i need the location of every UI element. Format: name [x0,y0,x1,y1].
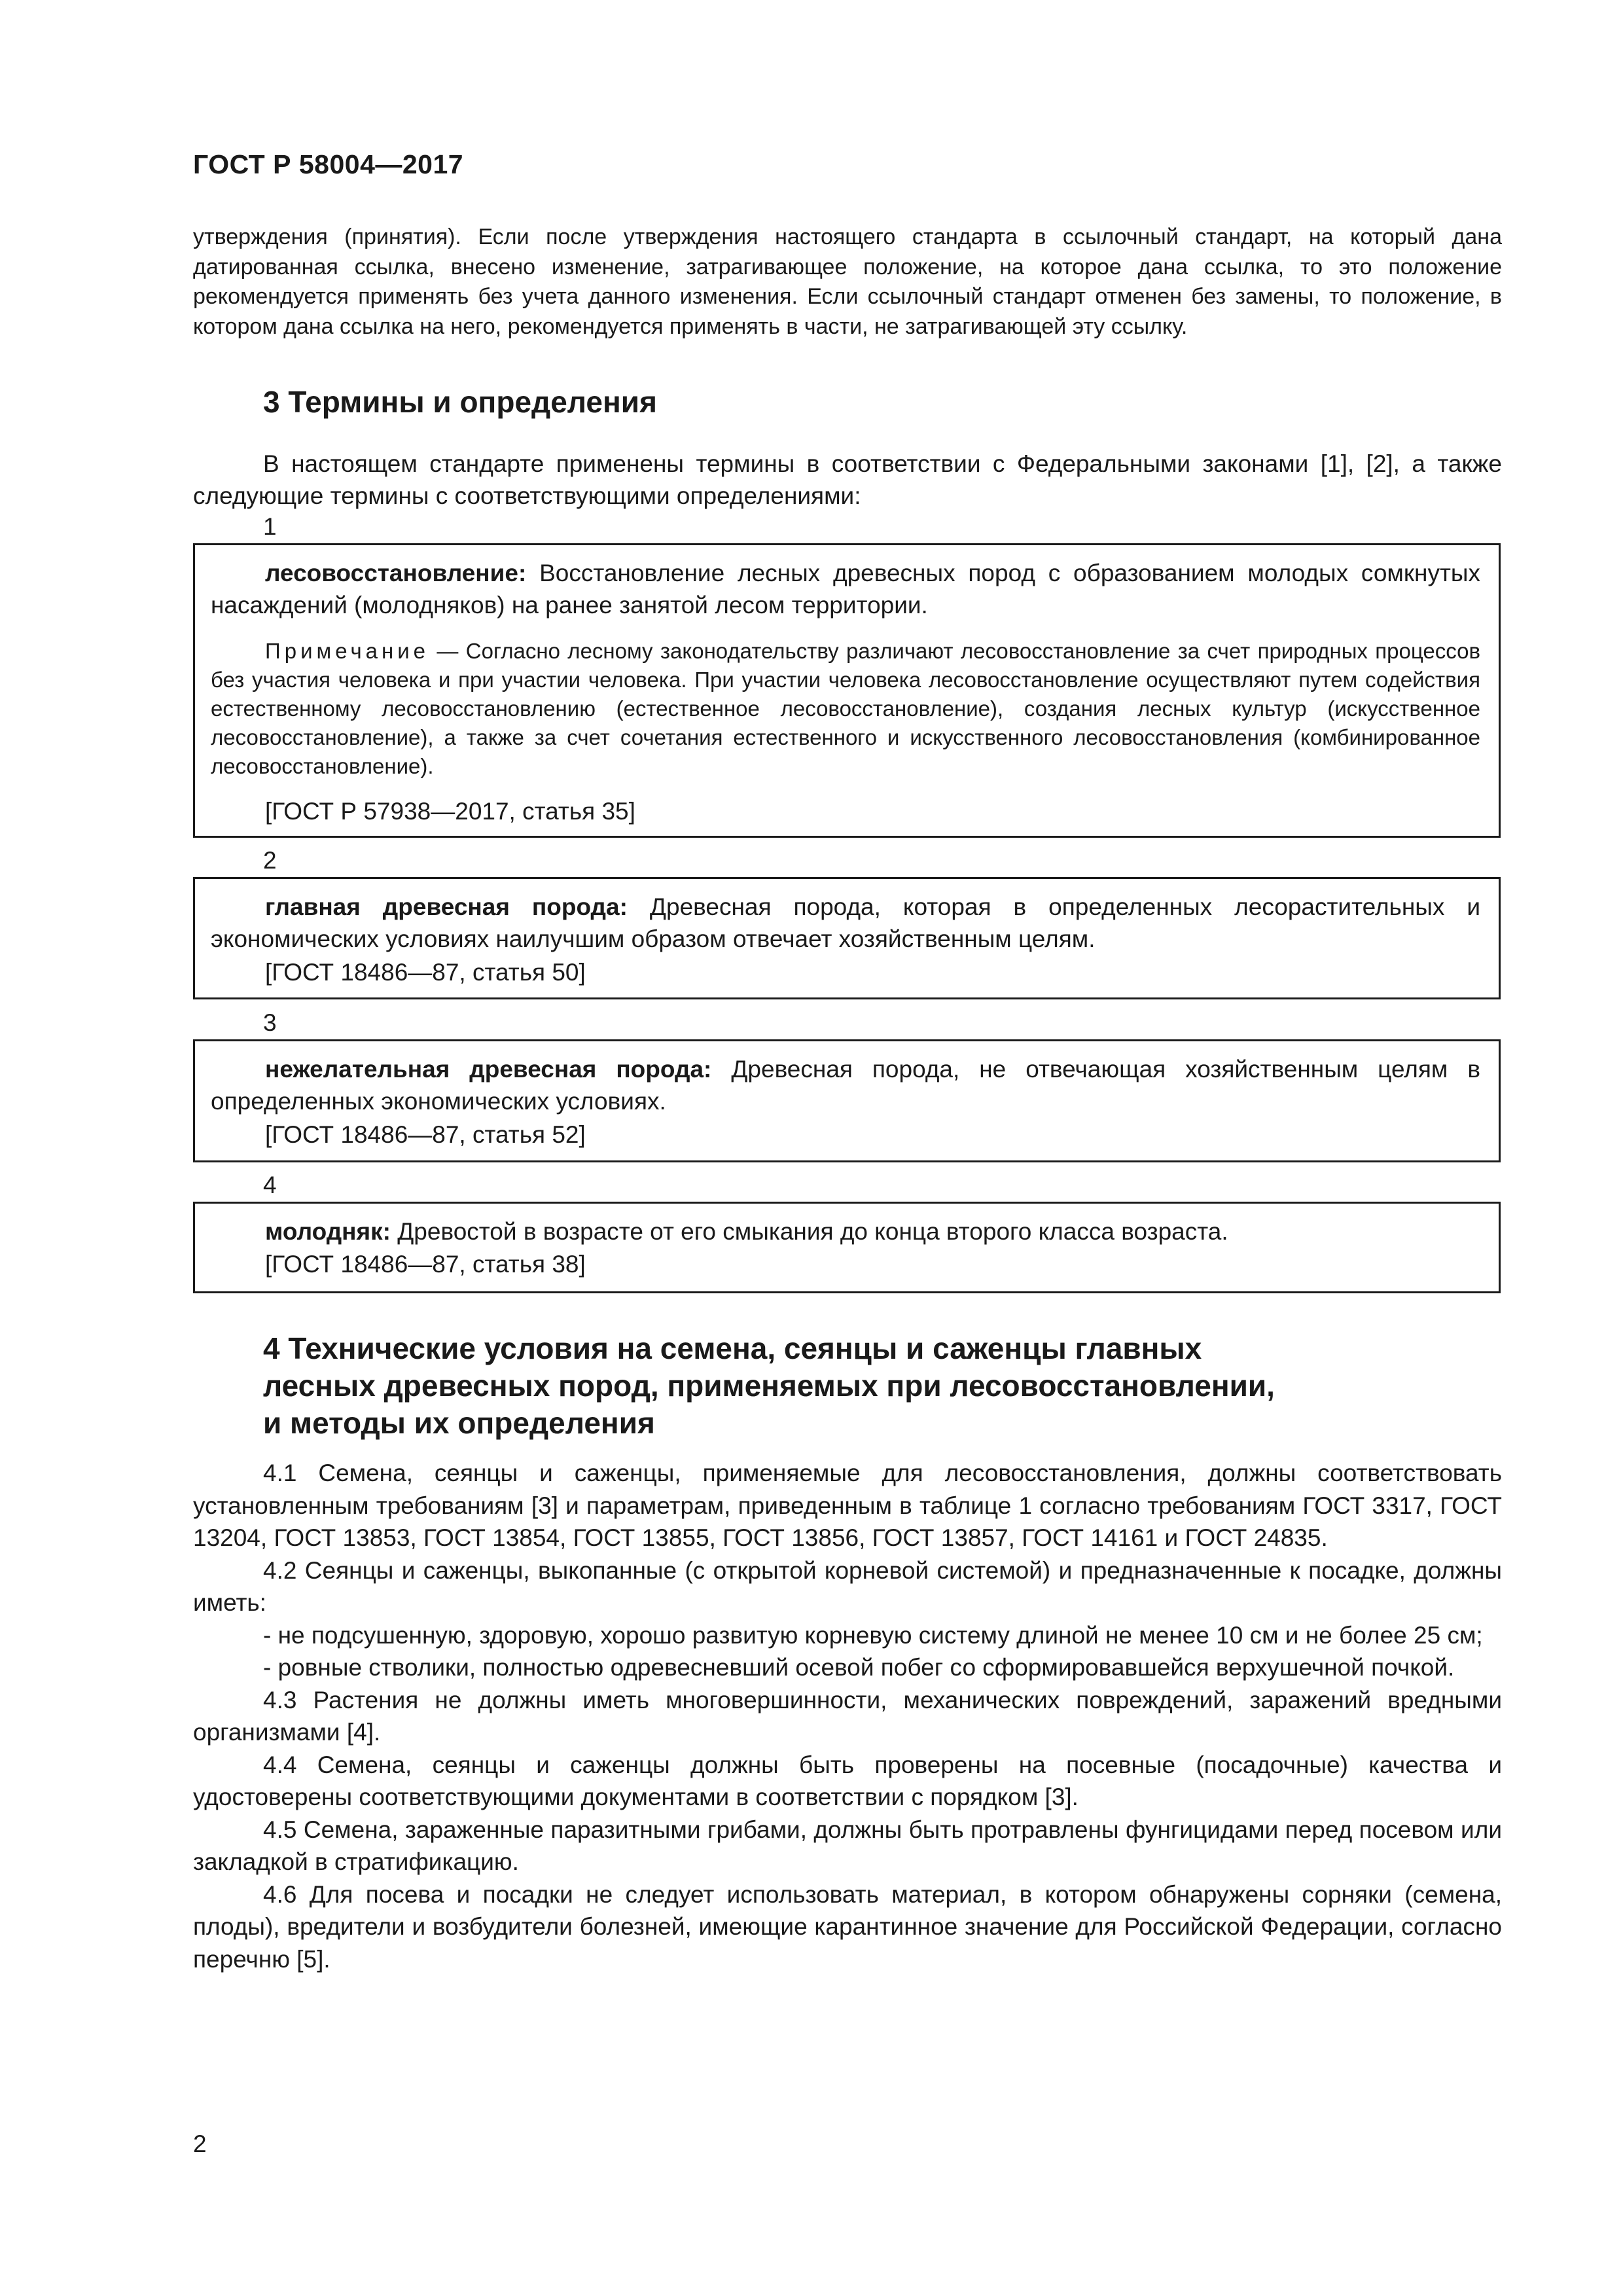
term-definition [211,1215,1480,1247]
section-4-body [193,1457,1502,1975]
term-text: Древостой в возрасте от его смыкания до конца второго класса возраста. [390,1218,1228,1245]
term-name: лесовосстановление: [265,560,527,586]
paragraph-4-5: 4.5 Семена, зараженные паразитными грибами, должны быть протравлены фунгицидами перед посевом или закладкой в стратификацию. [193,1816,1502,1875]
term-number: 4 [263,1172,277,1198]
term-box [193,543,1501,838]
term-number: 2 [263,847,277,874]
document-id: ГОСТ Р 58004—2017 [193,149,464,179]
term-box [193,1039,1501,1162]
note-label: Примечание [265,639,430,663]
section-4-title [263,1330,1275,1442]
term-source: [ГОСТ 18486—87, статья 38] [265,1251,586,1278]
term-text: Древесная порода, которая в определенных лесорастительных и экономических условиях наилучшим образом отвечает хозяйственным целям. [211,893,1481,952]
term-box [193,877,1501,999]
section-4-title-line: и методы их определения [263,1406,655,1440]
section-3-intro: В настоящем стандарте применены термины в соответствии с Федеральными законами [1], [2], а также следующие термины с соответствующими определениями: [193,450,1502,509]
section-3-title: 3 Термины и определения [263,385,657,419]
paragraph-4-3: 4.3 Растения не должны иметь многовершинности, механических повреждений, заражений вредными организмами [4]. [193,1686,1502,1746]
term-box [193,1202,1501,1293]
section-4-title-line: 4 Технические условия на семена, сеянцы и саженцы главных [263,1331,1202,1365]
term-note [211,637,1480,781]
term-source: [ГОСТ 18486—87, статья 50] [265,959,586,986]
term-name: главная древесная порода: [265,893,628,920]
section-4-title-line: лесных древесных пород, применяемых при лесовосстановлении, [263,1369,1275,1403]
intro-paragraph: утверждения (принятия). Если после утверждения настоящего стандарта в ссылочный стандарт, на который дана датированная ссылка, внесено изменение, затрагивающее положение, на которое дана ссылка, то это положение рекомендуется применять без учета данного изменения. Если ссылочный стандарт отменен без замены, то положение, в котором дана ссылка на него, рекомендуется применять в части, не затрагивающей эту ссылку. [193,224,1502,339]
paragraph-4-2-item-b: - ровные стволики, полностью одревесневший осевой побег со сформировавшейся верхушечной почкой. [263,1654,1455,1681]
paragraph-4-4: 4.4 Семена, сеянцы и саженцы должны быть проверены на посевные (посадочные) качества и удостоверены соответствующими документами в соответствии с порядком [3]. [193,1751,1502,1810]
term-text: Древесная порода, не отвечающая хозяйственным целям в определенных экономических условиях. [211,1056,1480,1115]
term-source: [ГОСТ Р 57938—2017, статья 35] [265,798,635,825]
term-number: 3 [263,1009,277,1036]
term-definition [211,1053,1480,1117]
term-name: молодняк: [265,1218,391,1245]
paragraph-4-6: 4.6 Для посева и посадки не следует использовать материал, в котором обнаружены сорняки (семена, плоды), вредители и возбудители болезней, имеющие карантинное значение для Российской Федерации, согласно перечню [5]. [193,1880,1502,1973]
page-number: 2 [193,2130,207,2157]
term-definition [211,891,1480,955]
term-text: Восстановление лесных древесных пород с образованием молодых сомкнутых насаждений (молодняков) на ранее занятой лесом территории. [211,560,1480,619]
term-number: 1 [263,513,277,540]
term-name: нежелательная древесная порода: [265,1056,712,1083]
note-text: — Согласно лесному законодательству различают лесовосстановление за счет природных процессов без участия человека и при участии человека. При участии человека лесовосстановление осуществляют путем содействия естественному лесовосстановлению (естественное лесовосстановление), создания лесных культур (искусственное лесовосстановление), а также за счет сочетания естественного и искусственного лесовосстановления (комбинированное лесовосстановление). [211,639,1480,778]
paragraph-4-2-item-a: - не подсушенную, здоровую, хорошо развитую корневую систему длиной не менее 10 см и не более 25 см; [263,1621,1483,1649]
term-definition [211,557,1480,621]
term-source: [ГОСТ 18486—87, статья 52] [265,1121,586,1148]
paragraph-4-2: 4.2 Сеянцы и саженцы, выкопанные (с открытой корневой системой) и предназначенные к посадке, должны иметь: [193,1556,1502,1616]
paragraph-4-1: 4.1 Семена, сеянцы и саженцы, применяемые для лесовосстановления, должны соответствовать установленным требованиям [3] и параметрам, приведенным в таблице 1 согласно требованиям ГОСТ 3317, ГОСТ 13204, ГОСТ 13853, ГОСТ 13854, ГОСТ 13855, ГОСТ 13856, ГОСТ 13857, ГОСТ 14161 и ГОСТ 24835. [193,1460,1502,1551]
